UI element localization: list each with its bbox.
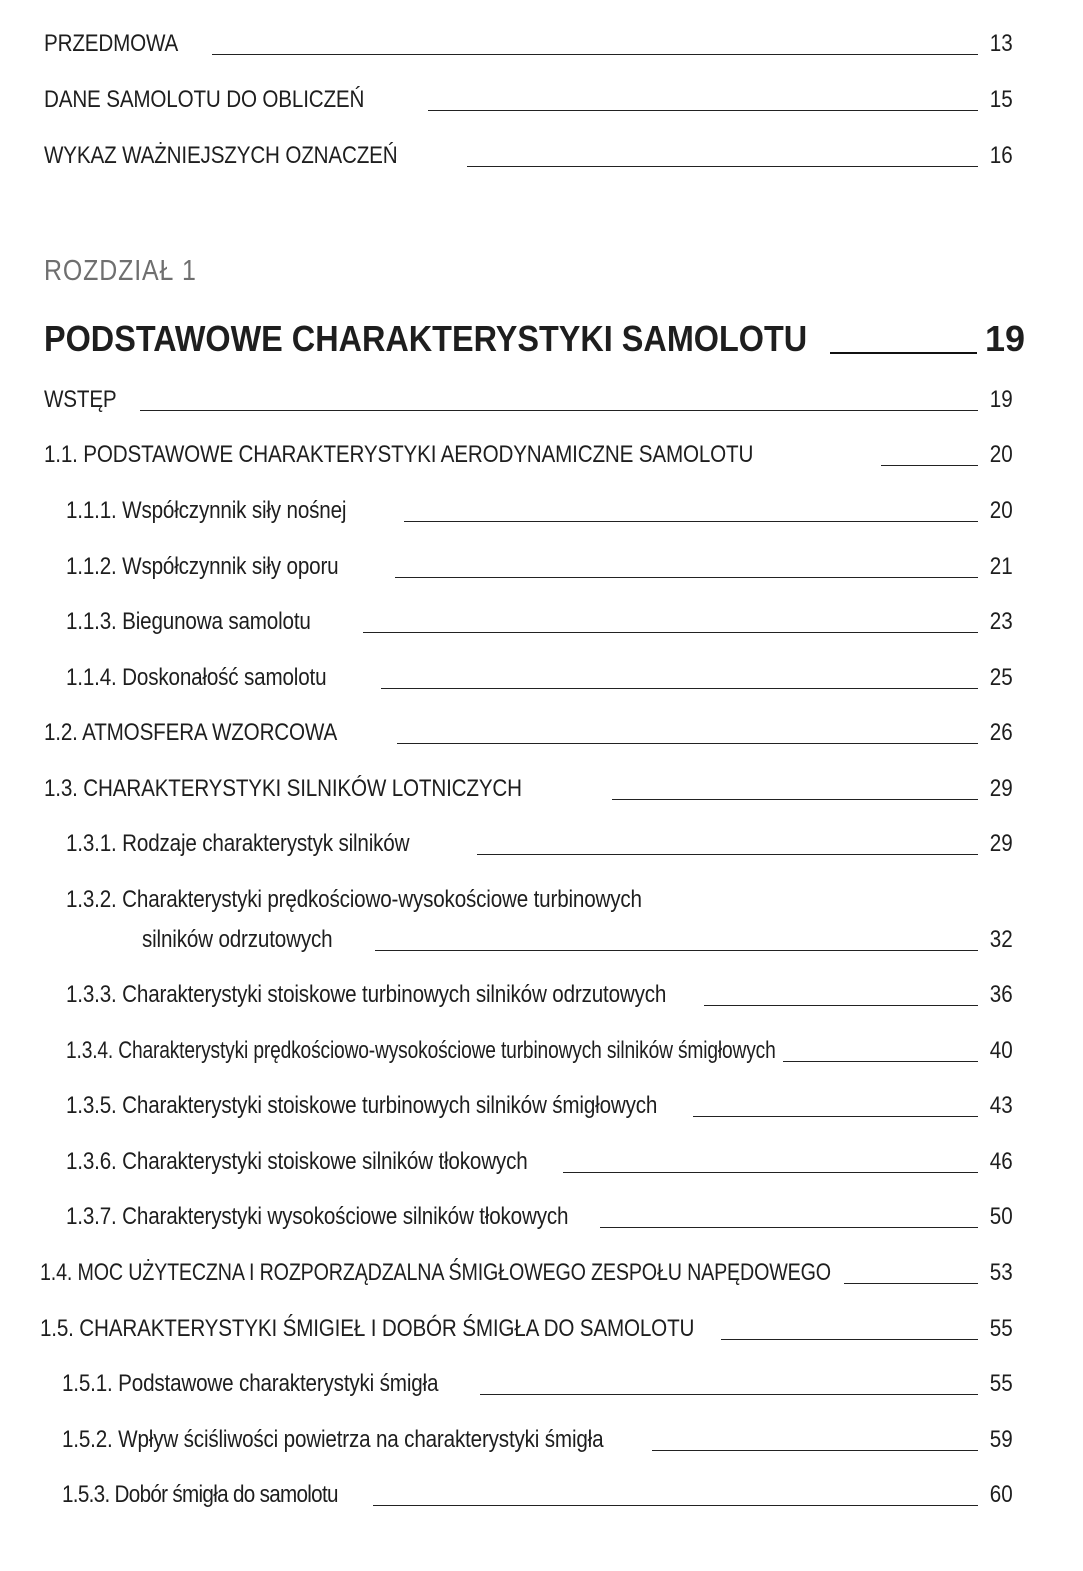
toc-page-number: 13 bbox=[990, 30, 1013, 57]
dot-leader bbox=[373, 1505, 979, 1506]
toc-page-number: 20 bbox=[990, 497, 1013, 524]
toc-entry-1-4[interactable] bbox=[40, 1259, 1025, 1287]
toc-entry-title: 1.4. MOC UŻYTECZNA I ROZPORZĄDZALNA ŚMIGŁOWEGO ZESPOŁU NAPĘDOWEGO bbox=[40, 1259, 831, 1286]
toc-entry-1-3-1[interactable] bbox=[66, 830, 1025, 858]
toc-entry-wykaz-oznaczen[interactable] bbox=[44, 142, 1025, 170]
dot-leader bbox=[881, 465, 979, 466]
toc-page-number: 43 bbox=[990, 1092, 1013, 1119]
chapter-title-row[interactable] bbox=[44, 318, 1025, 360]
toc-page-number: 59 bbox=[990, 1426, 1013, 1453]
dot-leader bbox=[704, 1005, 978, 1006]
toc-entry-1-3-3[interactable] bbox=[66, 981, 1025, 1009]
dot-leader bbox=[721, 1339, 979, 1340]
toc-page-number: 40 bbox=[990, 1037, 1013, 1064]
toc-page-number: 46 bbox=[990, 1148, 1013, 1175]
dot-leader bbox=[363, 632, 979, 633]
toc-entry-title: 1.3.7. Charakterystyki wysokościowe silników tłokowych bbox=[66, 1203, 569, 1230]
toc-page-number: 50 bbox=[990, 1203, 1013, 1230]
toc-entry-title: 1.3. CHARAKTERYSTYKI SILNIKÓW LOTNICZYCH bbox=[44, 775, 522, 802]
toc-entry-1-5-2[interactable] bbox=[62, 1426, 1025, 1454]
dot-leader bbox=[381, 688, 979, 689]
toc-page-number: 19 bbox=[990, 386, 1013, 413]
dot-leader bbox=[140, 410, 978, 411]
toc-page-number: 21 bbox=[990, 553, 1013, 580]
toc-entry-wstep[interactable] bbox=[44, 386, 1025, 414]
dot-leader bbox=[375, 950, 978, 951]
toc-page-number: 29 bbox=[990, 830, 1013, 857]
toc-entry-title: 1.5. CHARAKTERYSTYKI ŚMIGIEŁ I DOBÓR ŚMIGŁA DO SAMOLOTU bbox=[40, 1315, 695, 1342]
toc-entry-1-5-3[interactable] bbox=[62, 1481, 1025, 1509]
toc-entry-title: WYKAZ WAŻNIEJSZYCH OZNACZEŃ bbox=[44, 142, 398, 169]
toc-entry-1-1-4[interactable] bbox=[66, 664, 1025, 692]
toc-entry-1-3-2-line2[interactable] bbox=[142, 926, 1025, 954]
dot-leader bbox=[395, 577, 978, 578]
chapter-page-number: 19 bbox=[984, 318, 1025, 359]
toc-entry-1-3-4[interactable] bbox=[66, 1037, 1025, 1065]
toc-page-number: 23 bbox=[990, 608, 1013, 635]
toc-page-number: 36 bbox=[990, 981, 1013, 1008]
dot-leader bbox=[563, 1172, 979, 1173]
toc-entry-1-3[interactable] bbox=[44, 775, 1025, 803]
toc-page-number: 25 bbox=[990, 664, 1013, 691]
toc-entry-title: PRZEDMOWA bbox=[44, 30, 179, 57]
dot-leader bbox=[830, 352, 977, 354]
dot-leader bbox=[428, 110, 978, 111]
toc-entry-1-1-1[interactable] bbox=[66, 497, 1025, 525]
toc-entry-1-1-3[interactable] bbox=[66, 608, 1025, 636]
toc-page-number: 55 bbox=[990, 1370, 1013, 1397]
toc-entry-title: 1.3.6. Charakterystyki stoiskowe silników tłokowych bbox=[66, 1148, 528, 1175]
toc-page-number: 20 bbox=[990, 441, 1013, 468]
dot-leader bbox=[652, 1450, 979, 1451]
toc-page-number: 29 bbox=[990, 775, 1013, 802]
toc-entry-1-2[interactable] bbox=[44, 719, 1025, 747]
dot-leader bbox=[612, 799, 979, 800]
dot-leader bbox=[397, 743, 979, 744]
toc-page-number: 53 bbox=[990, 1259, 1013, 1286]
dot-leader bbox=[844, 1283, 978, 1284]
toc-entry-1-3-7[interactable] bbox=[66, 1203, 1025, 1231]
dot-leader bbox=[693, 1116, 978, 1117]
dot-leader bbox=[467, 166, 978, 167]
toc-entry-1-5[interactable] bbox=[40, 1315, 1025, 1343]
dot-leader bbox=[600, 1227, 978, 1228]
toc-page-number: 32 bbox=[990, 926, 1013, 953]
toc-entry-1-5-1[interactable] bbox=[62, 1370, 1025, 1398]
toc-page-number: 60 bbox=[990, 1481, 1013, 1508]
toc-entry-title: 1.2. ATMOSFERA WZORCOWA bbox=[44, 719, 338, 746]
toc-entry-1-3-5[interactable] bbox=[66, 1092, 1025, 1120]
toc-entry-1-3-2-line1[interactable] bbox=[66, 886, 736, 914]
toc-entry-title: DANE SAMOLOTU DO OBLICZEŃ bbox=[44, 86, 365, 113]
dot-leader bbox=[783, 1061, 978, 1062]
toc-entry-title: 1.1.2. Współczynnik siły oporu bbox=[66, 553, 339, 580]
toc-entry-title: 1.1.3. Biegunowa samolotu bbox=[66, 608, 311, 635]
toc-entry-1-1[interactable] bbox=[44, 441, 1025, 469]
toc-page-number: 16 bbox=[990, 142, 1013, 169]
toc-entry-title: 1.1.4. Doskonałość samolotu bbox=[66, 664, 327, 691]
toc-entry-dane-samolotu[interactable] bbox=[44, 86, 1025, 114]
dot-leader bbox=[404, 521, 978, 522]
toc-entry-title: 1.5.2. Wpływ ściśliwości powietrza na charakterystyki śmigła bbox=[62, 1426, 604, 1453]
toc-page-number: 15 bbox=[990, 86, 1013, 113]
toc-entry-title: WSTĘP bbox=[44, 386, 117, 413]
toc-entry-przedmowa[interactable] bbox=[44, 30, 1025, 58]
chapter-title: PODSTAWOWE CHARAKTERYSTYKI SAMOLOTU bbox=[44, 318, 808, 359]
toc-entry-title: 1.5.3. Dobór śmigła do samolotu bbox=[62, 1481, 338, 1508]
dot-leader bbox=[477, 854, 978, 855]
toc-entry-title: 1.1.1. Współczynnik siły nośnej bbox=[66, 497, 347, 524]
toc-page-number: 26 bbox=[990, 719, 1013, 746]
toc-entry-title: 1.5.1. Podstawowe charakterystyki śmigła bbox=[62, 1370, 439, 1397]
toc-entry-title-continued: silników odrzutowych bbox=[142, 926, 333, 953]
toc-entry-title: 1.3.5. Charakterystyki stoiskowe turbinowych silników śmigłowych bbox=[66, 1092, 658, 1119]
chapter-kicker: ROZDZIAŁ 1 bbox=[44, 255, 197, 287]
toc-entry-1-1-2[interactable] bbox=[66, 553, 1025, 581]
toc-entry-title: 1.3.4. Charakterystyki prędkościowo-wysokościowe turbinowych silników śmigłowych bbox=[66, 1037, 776, 1064]
toc-entry-1-3-6[interactable] bbox=[66, 1148, 1025, 1176]
toc-entry-title: 1.1. PODSTAWOWE CHARAKTERYSTYKI AERODYNAMICZNE SAMOLOTU bbox=[44, 441, 754, 468]
dot-leader bbox=[212, 54, 978, 55]
toc-entry-title: 1.3.3. Charakterystyki stoiskowe turbinowych silników odrzutowych bbox=[66, 981, 667, 1008]
toc-page-number: 55 bbox=[990, 1315, 1013, 1342]
dot-leader bbox=[480, 1394, 979, 1395]
toc-entry-title: 1.3.1. Rodzaje charakterystyk silników bbox=[66, 830, 410, 857]
toc-entry-title: 1.3.2. Charakterystyki prędkościowo-wysokościowe turbinowych bbox=[66, 886, 642, 913]
